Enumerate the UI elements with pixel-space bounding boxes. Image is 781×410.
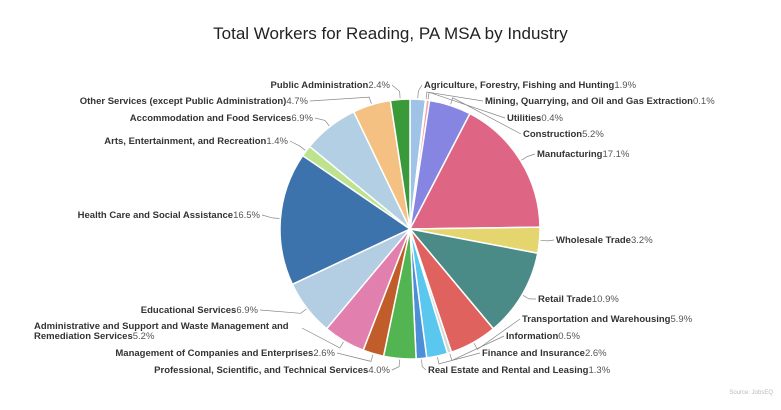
leader-line [422, 360, 427, 371]
slice-label: Manufacturing17.1% [537, 149, 630, 160]
leader-line [310, 97, 371, 104]
slice-label: Arts, Entertainment, and Recreation1.4% [104, 136, 288, 147]
leader-line [337, 353, 373, 361]
slice-label: Health Care and Social Assistance16.5% [77, 210, 260, 221]
leader-line [262, 215, 279, 219]
slice-label: Management of Companies and Enterprises2.6% [115, 348, 335, 359]
slice-label: Other Services (except Public Administration)4.7% [79, 96, 308, 107]
slice-label: Transportation and Warehousing5.9% [522, 314, 693, 325]
leader-line [418, 85, 422, 98]
slice-label: Agriculture, Forestry, Fishing and Hunting1.9% [424, 80, 637, 91]
slice-label: Retail Trade10.9% [538, 294, 619, 305]
slice-label: Mining, Quarrying, and Oil and Gas Extraction0.1% [485, 96, 715, 107]
slice-label: Professional, Scientific, and Technical Services4.0% [154, 365, 390, 376]
leader-line [290, 141, 305, 150]
leader-line [426, 92, 483, 101]
slice-label: Real Estate and Rental and Leasing1.3% [428, 365, 611, 376]
leader-line [522, 154, 536, 160]
source-note: Source: JobsEQ [729, 390, 773, 396]
slice-label: Construction5.2% [523, 129, 604, 140]
slice-label: Accommodation and Food Services6.9% [129, 113, 313, 124]
pie-slices [280, 99, 540, 359]
slice-label: Educational Services6.9% [140, 305, 258, 316]
leader-line [315, 118, 329, 126]
slice-label: Wholesale Trade3.2% [556, 235, 653, 246]
leader-line [523, 295, 536, 299]
leader-line [392, 85, 400, 98]
slice-label: Information0.5% [506, 331, 580, 342]
slice-label: Utilities0.4% [507, 113, 563, 124]
slice-label: Finance and Insurance2.6% [482, 348, 607, 359]
chart-title: Total Workers for Reading, PA MSA by Industry [213, 24, 568, 43]
leader-line [392, 360, 400, 370]
slice-label: Public Administration2.4% [270, 80, 390, 91]
leader-line [260, 309, 306, 313]
slice-label: Administrative and Support and Waste Management and Remediation Services5.2% [34, 321, 289, 342]
leader-line [541, 240, 555, 241]
